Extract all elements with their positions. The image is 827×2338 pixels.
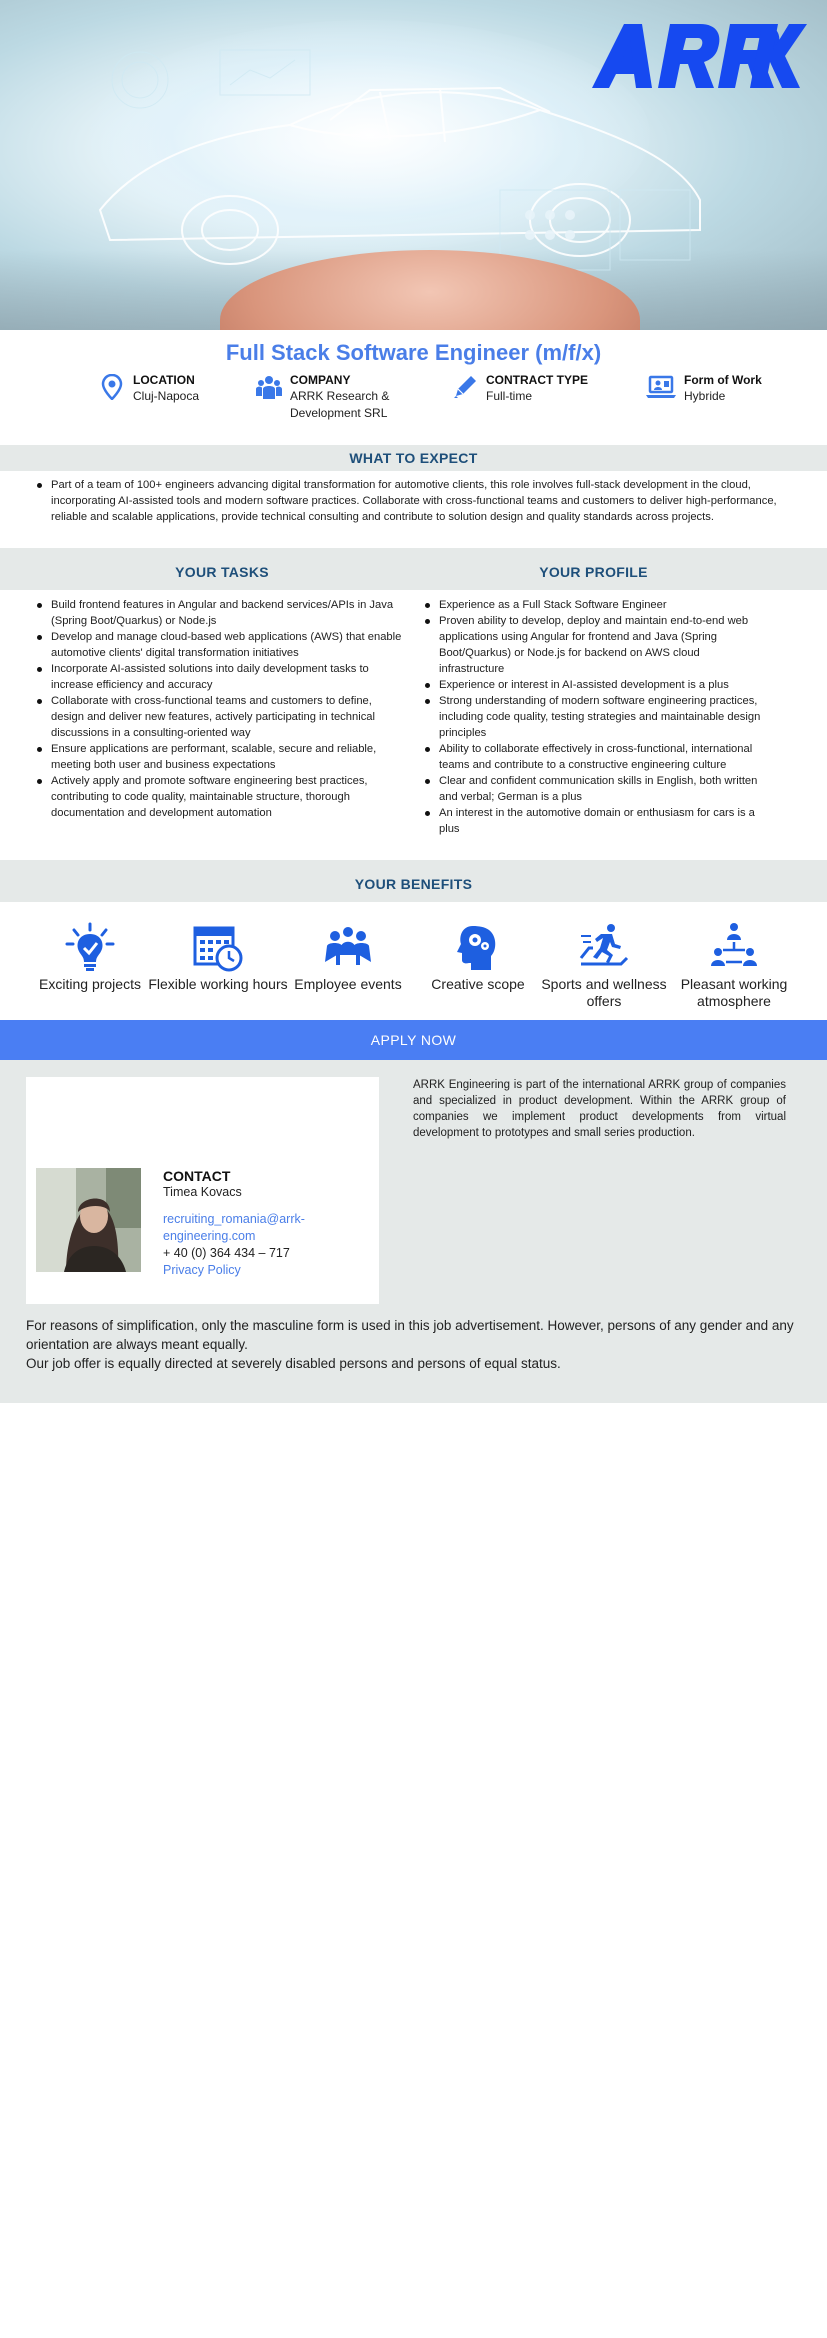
- calendar-clock-icon: [193, 922, 243, 972]
- list-item: An interest in the automotive domain or enthusiasm for cars is a plus: [425, 805, 767, 837]
- contact-email-link[interactable]: recruiting_romania@arrk-engineering.com: [163, 1212, 305, 1243]
- tasks-list: [37, 597, 407, 821]
- info-value: ARRK Research & Development SRL: [290, 389, 390, 420]
- benefit-employee-events: [278, 922, 418, 993]
- list-item: Part of a team of 100+ engineers advancing digital transformation for automotive clients, this role involves full-stack development in the cloud, incorporating AI-assisted tools and modern software practices. Collaborate with cross-functional teams and customers to deliver high-performance, reliable and scalable applications, provide technical consulting and contribute to solution design and quality standards across projects.: [37, 477, 807, 525]
- benefit-label: Employee events: [294, 976, 402, 992]
- expect-title: WHAT TO EXPECT: [349, 450, 478, 466]
- benefit-pleasant-atmosphere: [664, 922, 804, 1010]
- profile-list: [425, 597, 767, 837]
- lightbulb-icon: [65, 922, 115, 972]
- list-item: Actively apply and promote software engineering best practices, contributing to code quality, maintainable structure, thorough documentation and development automation: [37, 773, 407, 821]
- list-item: Strong understanding of modern software engineering practices, including code quality, testing strategies and maintainable design principles: [425, 693, 767, 741]
- benefit-label: Creative scope: [431, 976, 525, 992]
- head-gears-icon: [453, 922, 503, 972]
- hero-image: [0, 0, 827, 330]
- info-company: [256, 372, 456, 422]
- privacy-policy-link[interactable]: Privacy Policy: [163, 1263, 241, 1277]
- list-item: Experience or interest in AI-assisted development is a plus: [425, 677, 767, 693]
- list-item: Proven ability to develop, deploy and maintain end-to-end web applications using Angular for frontend and Java (Spring Boot/Quarkus) or Node.js for backend on AWS cloud infrastructure: [425, 613, 767, 677]
- info-location: [99, 372, 244, 405]
- contact-phone: + 40 (0) 364 434 – 717: [163, 1246, 290, 1260]
- pencil-icon: [452, 374, 478, 400]
- contact-heading: CONTACT: [163, 1168, 231, 1184]
- avatar: [36, 1168, 141, 1272]
- list-item: Experience as a Full Stack Software Engineer: [425, 597, 767, 613]
- profile-title: YOUR PROFILE: [539, 564, 648, 580]
- benefit-label: Flexible working hours: [148, 976, 288, 992]
- list-item: Build frontend features in Angular and backend services/APIs in Java (Spring Boot/Quarkus) or Node.js: [37, 597, 407, 629]
- info-value: Hybride: [684, 389, 726, 403]
- info-contract: [452, 372, 622, 405]
- contact-block: [163, 1168, 363, 1279]
- team-icon: [256, 374, 282, 400]
- benefits-title: YOUR BENEFITS: [354, 876, 473, 892]
- disclaimer-line: For reasons of simplification, only the masculine form is used in this job advertisement. However, persons of any gender and any orientation are always meant equally.: [26, 1318, 794, 1352]
- list-item: Incorporate AI-assisted solutions into daily development tasks to increase efficiency and accuracy: [37, 661, 407, 693]
- info-label: COMPANY: [290, 373, 351, 387]
- info-label: Form of Work: [684, 373, 762, 387]
- list-item: Clear and confident communication skills in English, both written and verbal; German is a plus: [425, 773, 767, 805]
- benefit-label: Exciting projects: [39, 976, 141, 992]
- benefit-creative-scope: [408, 922, 548, 993]
- contact-name: Timea Kovacs: [163, 1185, 242, 1199]
- info-value: Full-time: [486, 389, 533, 403]
- disclaimer-line: Our job offer is equally directed at severely disabled persons and persons of equal status.: [26, 1356, 561, 1371]
- list-item: Collaborate with cross-functional teams and customers to define, design and deliver new features, actively participating in technical discussions in a consulting-oriented way: [37, 693, 407, 741]
- team-network-icon: [709, 922, 759, 972]
- people-table-icon: [323, 922, 373, 972]
- map-pin-icon: [99, 374, 125, 400]
- about-text: ARRK Engineering is part of the international ARRK group of companies and specialized in product development. Within the ARRK group of companies we implement product developments from virtual development to prototypes and small series production.: [413, 1079, 786, 1139]
- list-item: Ensure applications are performant, scalable, secure and reliable, meeting both user and business expectations: [37, 741, 407, 773]
- info-value: Cluj-Napoca: [133, 389, 200, 403]
- list-item: Develop and manage cloud-based web applications (AWS) that enable automotive clients' digital transformation initiatives: [37, 629, 407, 661]
- info-form-of-work: [646, 372, 786, 405]
- benefit-label: Pleasant working atmosphere: [680, 976, 788, 1009]
- treadmill-icon: [579, 922, 629, 972]
- list-item: Ability to collaborate effectively in cross-functional, international teams and contribute to a constructive engineering culture: [425, 741, 767, 773]
- benefit-sports-wellness: [534, 922, 674, 1010]
- disclaimer: [26, 1316, 806, 1373]
- benefit-flexible-hours: [148, 922, 288, 993]
- tasks-title: YOUR TASKS: [175, 564, 269, 580]
- apply-now-button[interactable]: APPLY NOW: [0, 1020, 827, 1060]
- info-label: LOCATION: [133, 373, 195, 387]
- expect-list: [37, 477, 807, 525]
- benefit-exciting-projects: [20, 922, 160, 993]
- contact-photo: [36, 1168, 141, 1272]
- job-title: Full Stack Software Engineer (m/f/x): [225, 340, 602, 365]
- info-label: CONTRACT TYPE: [486, 373, 588, 387]
- laptop-icon: [646, 374, 676, 400]
- arrk-logo: [592, 22, 807, 90]
- benefit-label: Sports and wellness offers: [541, 976, 667, 1009]
